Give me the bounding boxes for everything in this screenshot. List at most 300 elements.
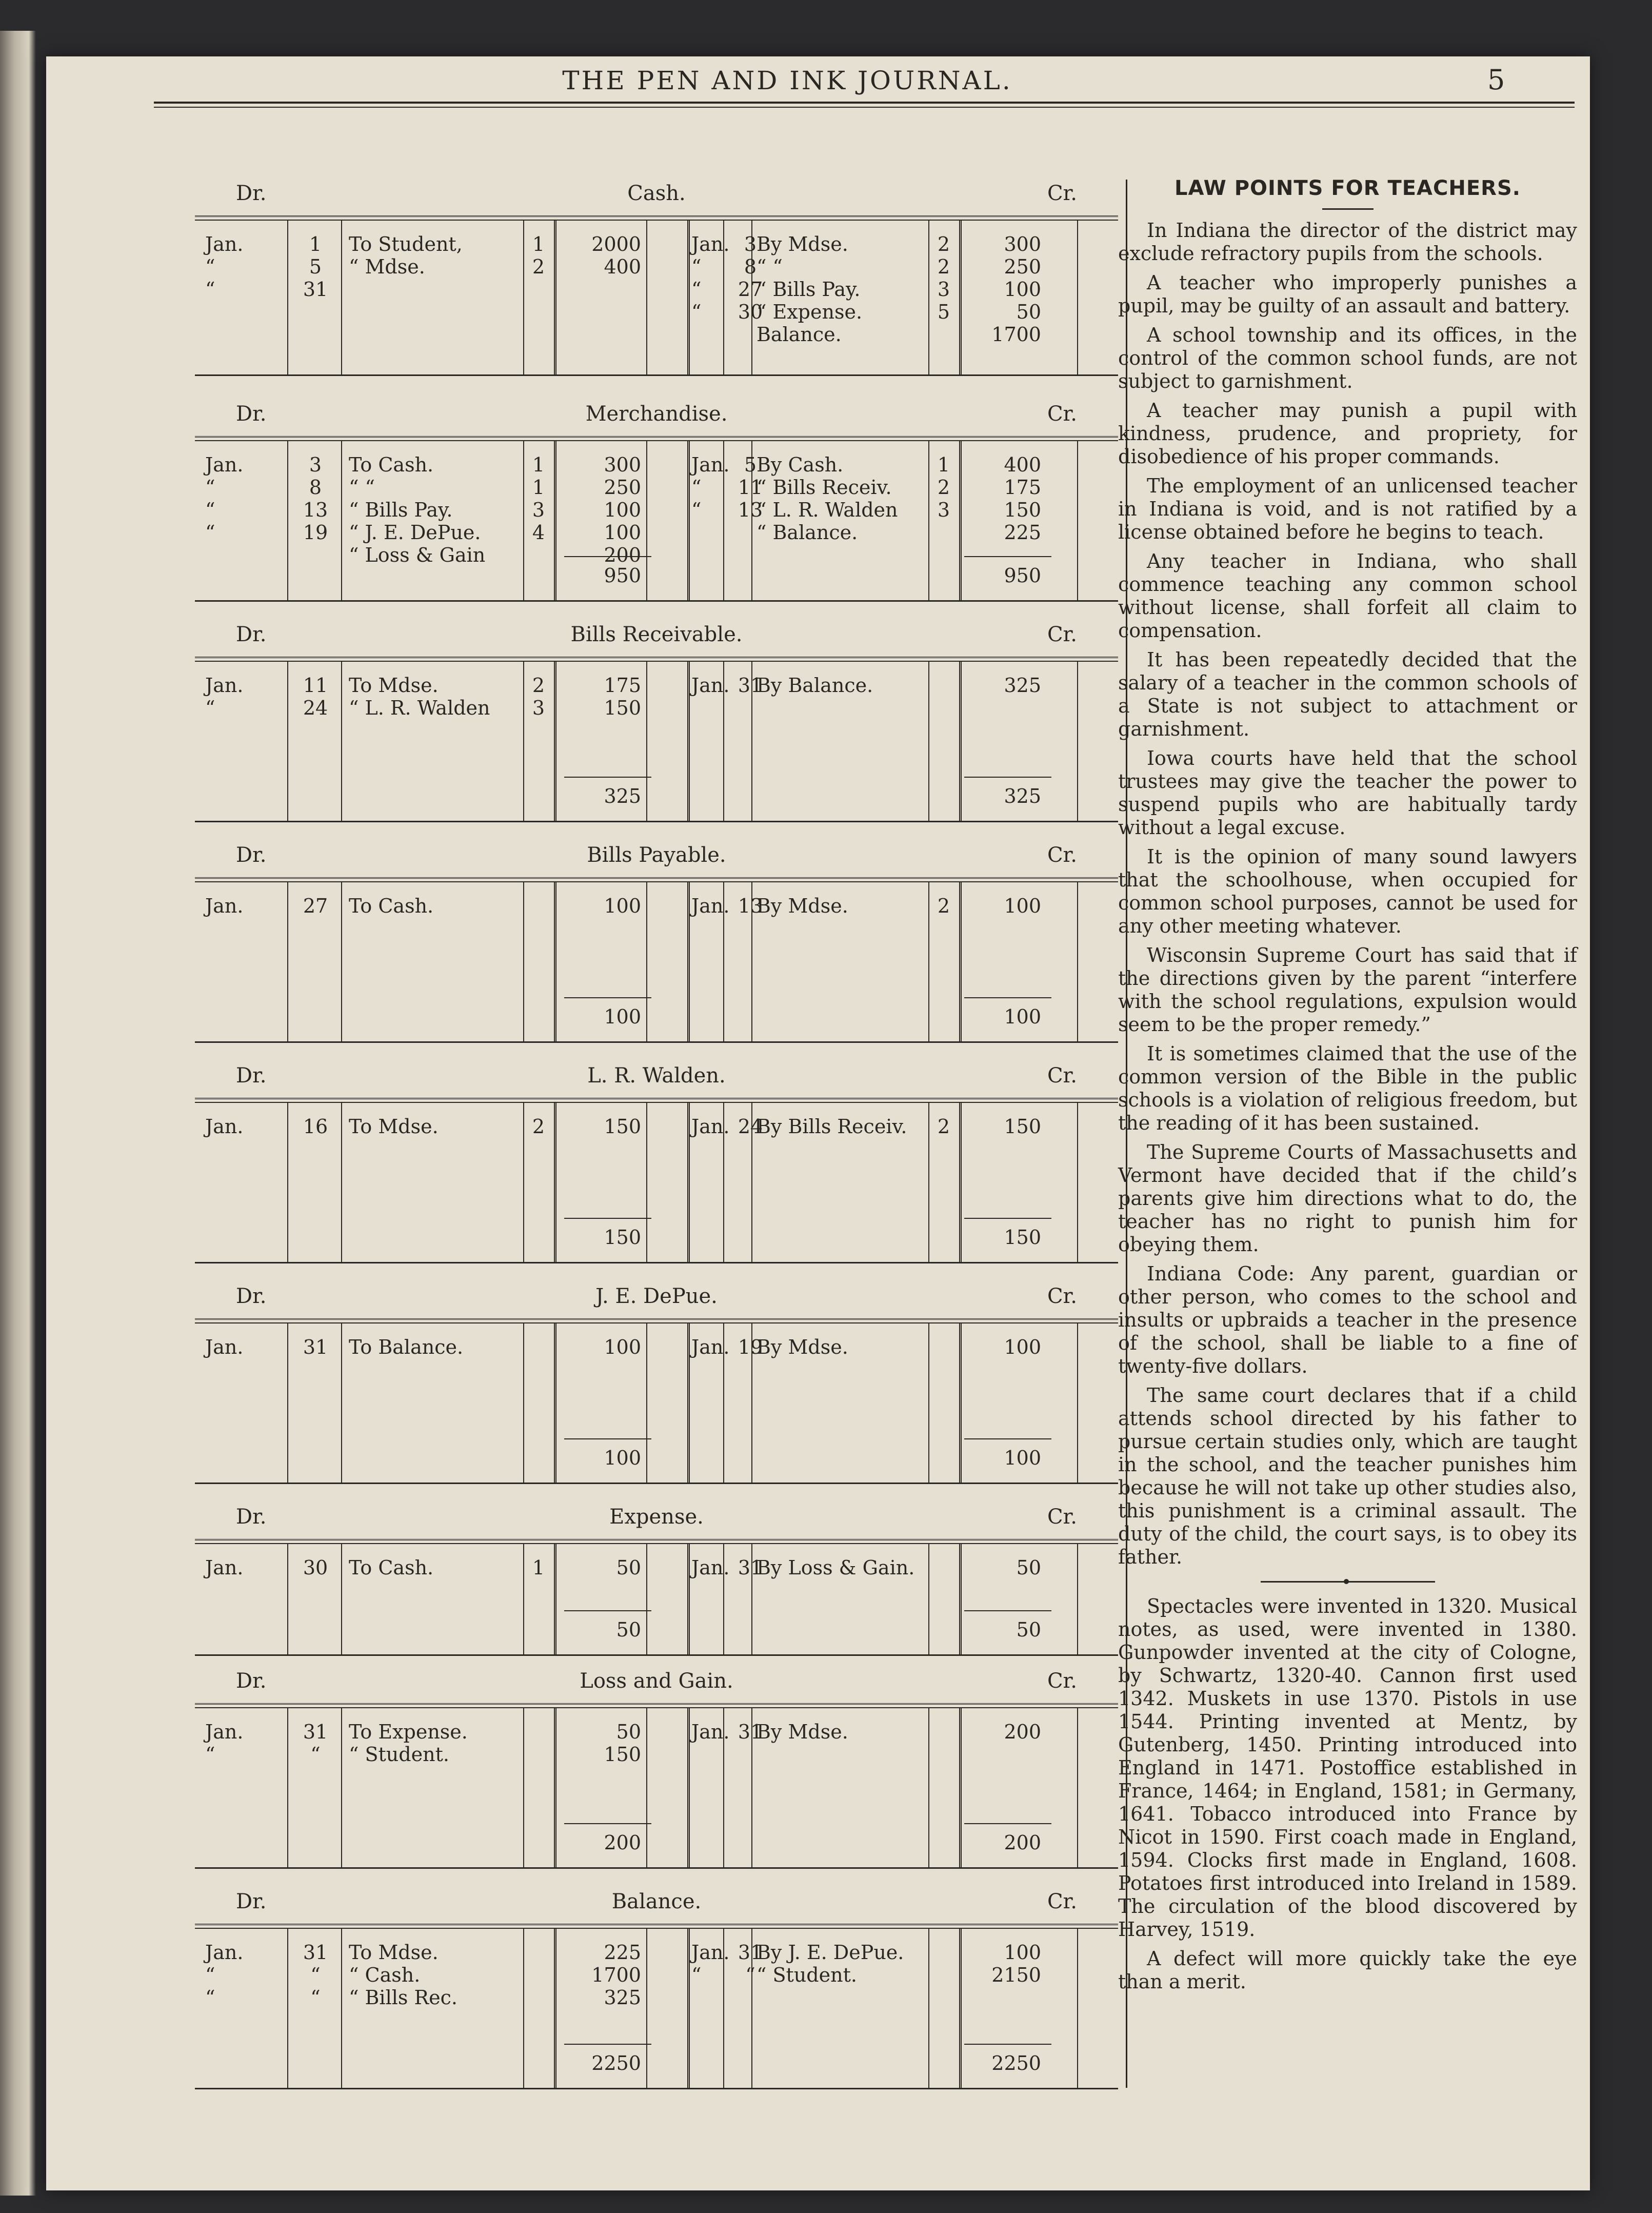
law-point-paragraph: It is the opinion of many sound lawyers that the schoolhouse, when occupied for common school purposes, cannot be used for any other meeting whatever. [1118,845,1577,937]
ledger-column-rule [1077,221,1078,374]
entry-amount: 150 [1004,1115,1041,1138]
account-total: 100 [604,1005,641,1028]
entry-month: Jan. [205,1115,244,1138]
ledger-column-rule [1077,662,1078,821]
account-total: 950 [1004,564,1041,587]
entry-description: By Mdse. [757,233,848,255]
entry-description: “ Mdse. [349,255,425,278]
entry-day: 31 [738,674,763,697]
debit-label: Dr. [236,402,267,426]
account-total: 325 [604,785,641,807]
ledger-column-rule [646,882,647,1041]
ledger-column-rule [959,441,962,600]
entry-month: “ [205,521,215,544]
credit-label: Cr. [1047,182,1077,205]
entry-folio: 2 [937,233,950,255]
entry-day: 31 [738,1556,763,1579]
entry-amount: 325 [604,1986,641,2009]
ledger-column-rule [554,1103,556,1262]
entry-day: 5 [744,453,757,476]
entry-amount: 400 [1004,453,1041,476]
entry-folio: 1 [937,453,950,476]
ledger-column-rule [959,662,962,821]
entry-amount: 300 [1004,233,1041,255]
law-point-paragraph: Any teacher in Indiana, who shall commence teaching any common school without license, shall forfeit all claim to compensation. [1118,550,1577,642]
total-rule [964,1438,1051,1439]
ledger-column-rule [959,1544,962,1654]
total-rule [964,1823,1051,1824]
entry-month: “ [205,1964,215,1986]
facts-paragraph: A defect will more quickly take the eye than a merit. [1118,1947,1577,1993]
entry-day: 1 [309,233,322,255]
account-total: 100 [1004,1005,1041,1028]
law-point-paragraph: It has been repeatedly decided that the salary of a teacher in the common schools of a State is not subject to attachment or garnishment. [1118,648,1577,740]
entry-day: 13 [738,895,763,917]
entry-amount: 200 [604,544,641,566]
account-body [195,661,1118,822]
ledger-column-rule [554,662,556,821]
entry-description: “ L. R. Walden [757,499,898,521]
entry-amount: 150 [1004,499,1041,521]
ledger-column-rule [646,662,647,821]
entry-month: Jan. [691,233,730,255]
account-total: 50 [1016,1618,1041,1641]
entry-day: 13 [738,499,763,521]
ledger-column-rule [523,1544,524,1654]
ledger-column-rule [287,1323,288,1483]
total-rule [964,1610,1051,1611]
ledger-column-rule [341,441,342,600]
account-body [195,1102,1118,1263]
ledger-column-rule [554,221,556,374]
entry-amount: 100 [1004,895,1041,917]
entry-month: Jan. [205,1336,244,1358]
ledger-column-rule [287,662,288,821]
ledger-column-rule [523,441,524,600]
account-header [195,1277,1118,1320]
entry-day: 31 [303,1721,328,1743]
ledger-column-rule [959,1708,962,1867]
account-header [195,1662,1118,1705]
account-title: Balance. [611,1890,702,1913]
ledger-column-rule [523,1708,524,1867]
ledger-column-rule [554,882,556,1041]
ledger-column-rule [687,662,690,821]
entry-description: “ “ [349,476,375,499]
ledger-column-rule [287,441,288,600]
entry-month: Jan. [205,1941,244,1964]
entry-folio: 2 [937,895,950,917]
law-point-paragraph: A school township and its offices, in the control of the common school funds, are not subject to garnishment. [1118,324,1577,392]
entry-folio: 2 [532,255,545,278]
entry-month: “ [691,499,702,521]
ledger-column-rule [554,1544,556,1654]
account-total: 150 [1004,1226,1041,1249]
entry-folio: 2 [532,1115,545,1138]
entry-day: 3 [309,453,322,476]
credit-label: Cr. [1047,1669,1077,1693]
entry-description: To Expense. [349,1721,468,1743]
entry-month: Jan. [205,233,244,255]
entry-amount: 400 [604,255,641,278]
entry-day: 19 [303,521,328,544]
entry-description: To Cash. [349,453,434,476]
ledger-column-rule [687,1708,690,1867]
ledger-column-rule [928,441,929,600]
entry-description: To Mdse. [349,674,439,697]
entry-day: 27 [303,895,328,917]
ledger-column-rule [554,1929,556,2088]
account-header [195,616,1118,658]
account-header [195,1883,1118,1925]
entry-description: “ Student. [349,1743,449,1766]
entry-day: 24 [738,1115,763,1138]
ledger-column-rule [687,1103,690,1262]
entry-amount: 50 [1016,1556,1041,1579]
entry-description: “ Loss & Gain [349,544,486,566]
ledger-column-rule [928,1323,929,1483]
total-rule [564,997,651,998]
ledger-column-rule [287,1544,288,1654]
ledger-column-rule [928,221,929,374]
total-rule [564,2044,651,2045]
ledger-column-rule [287,1103,288,1262]
ledger-column-rule [341,662,342,821]
entry-amount: 2000 [591,233,641,255]
account-title: L. R. Walden. [587,1064,726,1088]
total-rule [564,556,651,557]
entry-folio: 3 [532,499,545,521]
entry-description: To Balance. [349,1336,464,1358]
entry-description: By Loss & Gain. [757,1556,915,1579]
entry-description: By J. E. DePue. [757,1941,904,1964]
entry-month: Jan. [205,1556,244,1579]
entry-day: “ [310,1964,321,1986]
law-point-paragraph: Iowa courts have held that the school trustees may give the teacher the power to suspend pupils who are habitually tardy without a legal excuse. [1118,747,1577,839]
entry-amount: 100 [604,499,641,521]
entry-month: Jan. [691,1941,730,1964]
entry-month: “ [205,476,215,499]
entry-folio: 1 [532,453,545,476]
total-rule [564,1438,651,1439]
entry-amount: 250 [1004,255,1041,278]
entry-description: To Mdse. [349,1941,439,1964]
entry-day: 27 [738,278,763,301]
account-header [195,395,1118,438]
entry-day: 31 [738,1941,763,1964]
ledger-column-rule [928,1929,929,2088]
entry-day: 3 [744,233,757,255]
account-title: J. E. DePue. [595,1285,718,1308]
ledger-column-rule [523,882,524,1041]
entry-month: “ [691,1964,702,1986]
entry-folio: 3 [937,278,950,301]
entry-description: Balance. [757,323,842,346]
ledger-column-rule [646,1929,647,2088]
entry-month: Jan. [691,1115,730,1138]
entry-folio: 3 [532,697,545,719]
credit-label: Cr. [1047,843,1077,867]
ledger-column-rule [687,882,690,1041]
entry-day: 30 [738,301,763,323]
law-point-paragraph: It is sometimes claimed that the use of the common version of the Bible in the public schools is a violation of religious freedom, but the reading of it has been sustained. [1118,1042,1577,1134]
entry-description: By Mdse. [757,895,848,917]
account-title: Bills Receivable. [570,623,743,646]
debit-label: Dr. [236,1669,267,1693]
entry-description: “ Bills Receiv. [757,476,892,499]
entry-amount: 1700 [591,1964,641,1986]
ledger-column-rule [341,1544,342,1654]
credit-label: Cr. [1047,1064,1077,1088]
entry-folio: 2 [937,1115,950,1138]
entry-month: “ [205,499,215,521]
entry-folio: 3 [937,499,950,521]
total-rule [964,2044,1051,2045]
title-rule [1322,208,1374,210]
entry-amount: 300 [604,453,641,476]
entry-description: “ “ [757,255,783,278]
entry-month: “ [205,1986,215,2009]
entry-amount: 100 [604,895,641,917]
credit-label: Cr. [1047,623,1077,646]
entry-day: 31 [303,1336,328,1358]
entry-folio: 4 [532,521,545,544]
entry-amount: 100 [1004,278,1041,301]
running-head: THE PEN AND INK JOURNAL. [562,66,1012,95]
entry-month: “ [691,255,702,278]
total-rule [564,1218,651,1219]
entry-amount: 100 [604,1336,641,1358]
ledger-column-rule [959,1323,962,1483]
ledger-column-rule [1077,1708,1078,1867]
account-body [195,1707,1118,1869]
entry-amount: 175 [604,674,641,697]
ledger-column-rule [554,441,556,600]
entry-description: “ Expense. [757,301,863,323]
ledger-column-rule [1077,441,1078,600]
ledger-column-rule [523,662,524,821]
account-title: Loss and Gain. [580,1669,733,1693]
entry-day: 11 [738,476,763,499]
account-total: 100 [604,1447,641,1469]
ledger-column-rule [287,882,288,1041]
ledger-column-rule [341,1103,342,1262]
account-body [195,881,1118,1043]
ledger-column-rule [1077,1544,1078,1654]
ledger-column-rule [687,1323,690,1483]
entry-description: To Cash. [349,895,434,917]
ledger-column-rule [928,882,929,1041]
entry-folio: 2 [937,476,950,499]
ledger-column-rule [959,1929,962,2088]
entry-amount: 325 [1004,674,1041,697]
account-title: Cash. [627,182,686,205]
ledger-column-rule [928,1103,929,1262]
ledger-column-rule [1077,1103,1078,1262]
entry-day: 24 [303,697,328,719]
ledger-column-rule [523,1323,524,1483]
entry-amount: 250 [604,476,641,499]
law-points-title: LAW POINTS FOR TEACHERS. [1175,176,1521,200]
account-body [195,440,1118,602]
entry-day: 30 [303,1556,328,1579]
entry-month: “ [691,301,702,323]
law-points-column [1118,177,1577,2000]
debit-label: Dr. [236,1064,267,1088]
debit-label: Dr. [236,1285,267,1308]
ledger-column-rule [287,221,288,374]
entry-amount: 50 [616,1556,641,1579]
entry-amount: 175 [1004,476,1041,499]
page-number: 5 [1487,64,1505,96]
ledger-column-rule [523,1103,524,1262]
entry-day: “ [745,1964,755,1986]
entry-month: Jan. [205,895,244,917]
account-total: 150 [604,1226,641,1249]
ledger-column-rule [959,1103,962,1262]
entry-day: 5 [309,255,322,278]
ledger-column-rule [687,1929,690,2088]
ledger-column-rule [523,1929,524,2088]
entry-day: 13 [303,499,328,521]
account-body [195,1928,1118,2089]
law-point-paragraph: The same court declares that if a child attends school directed by his father to pursue certain studies only, which are taught in the school, and the teacher punishes him because he will not take up other studies also, this punishment is a criminal assault. The duty of the child, the court says, is to obey its father. [1118,1384,1577,1568]
entry-amount: 225 [1004,521,1041,544]
entry-month: Jan. [205,1721,244,1743]
entry-month: “ [691,278,702,301]
debit-label: Dr. [236,182,267,205]
entry-folio: 5 [937,301,950,323]
facts-paragraph: Spectacles were invented in 1320. Musical notes, as used, were invented in 1380. Gunpowder invented at the city of Cologne, by Schwartz, 1320-40. Cannon first used 1342. Muskets in use 1370. Pistols in use 1544. Printing invented at Mentz, by Gutenberg, 1450. Printing introduced into England in 1471. Postoffice established in France, 1464; in England, 1581; in Germany, 1641. Tobacco introduced into France by Nicot in 1590. First coach made in England, 1594. Clocks first made in England, 1608. Potatoes first introduced into Ireland in 1589. The circulation of the blood discovered by Harvey, 1519. [1118,1595,1577,1941]
entry-amount: 100 [1004,1941,1041,1964]
entry-description: By Balance. [757,674,873,697]
entry-month: Jan. [691,674,730,697]
total-rule [564,1610,651,1611]
debit-label: Dr. [236,1505,267,1529]
entry-description: “ Student. [757,1964,857,1986]
law-point-paragraph: Wisconsin Supreme Court has said that if the directions given by the parent “interfere with the school regulations, expulsion would seem to be the proper remedy.” [1118,944,1577,1036]
entry-amount: 150 [604,1115,641,1138]
account-title: Expense. [609,1505,704,1529]
entry-amount: 1700 [991,323,1041,346]
entry-day: 11 [303,674,328,697]
entry-amount: 100 [604,521,641,544]
ledger-column-rule [687,1544,690,1654]
entry-month: “ [205,1743,215,1766]
account-total: 200 [604,1831,641,1854]
law-point-paragraph: A teacher who improperly punishes a pupil, may be guilty of an assault and battery. [1118,271,1577,317]
account-body [195,1543,1118,1656]
debit-label: Dr. [236,1890,267,1913]
credit-label: Cr. [1047,402,1077,426]
entry-description: “ Bills Rec. [349,1986,457,2009]
entry-folio: 2 [532,674,545,697]
law-point-paragraph: The Supreme Courts of Massachusetts and Vermont have decided that if the child’s parents give him directions what to do, the teacher has no right to punish him for obeying them. [1118,1141,1577,1256]
entry-amount: 150 [604,697,641,719]
entry-month: Jan. [205,453,244,476]
ledger-column-rule [341,1929,342,2088]
entry-description: “ Cash. [349,1964,421,1986]
entry-day: “ [310,1743,321,1766]
debit-label: Dr. [236,623,267,646]
account-total: 50 [616,1618,641,1641]
credit-label: Cr. [1047,1890,1077,1913]
credit-label: Cr. [1047,1285,1077,1308]
ledger-column-rule [554,1323,556,1483]
entry-day: 19 [738,1336,763,1358]
account-total: 325 [1004,785,1041,807]
ledger-column-rule [341,1323,342,1483]
account-total: 200 [1004,1831,1041,1854]
section-separator [1261,1581,1435,1583]
header-rule [154,102,1575,108]
ledger-column-rule [287,1929,288,2088]
entry-amount: 225 [604,1941,641,1964]
ledger-column-rule [1077,1929,1078,2088]
law-point-paragraph: Indiana Code: Any parent, guardian or other person, who comes to the school and insults or upbraids a teacher in the presence of the school, shall be liable to a fine of twenty-five dollars. [1118,1262,1577,1377]
entry-description: “ Bills Pay. [349,499,453,521]
ledger-column-rule [646,1323,647,1483]
entry-day: 8 [744,255,757,278]
entry-folio: 1 [532,476,545,499]
law-point-paragraph: A teacher may punish a pupil with kindness, prudence, and propriety, for disobedience of his proper commands. [1118,399,1577,468]
law-point-paragraph: In Indiana the director of the district may exclude refractory pupils from the schools. [1118,219,1577,265]
total-rule [564,777,651,778]
account-total: 2250 [991,2052,1041,2074]
entry-month: Jan. [691,1336,730,1358]
ledger-column-rule [646,1708,647,1867]
law-point-paragraph: The employment of an unlicensed teacher in Indiana is void, and is not ratified by a license obtained before he begins to teach. [1118,475,1577,543]
entry-description: By Mdse. [757,1336,848,1358]
ledger-column-rule [687,221,690,374]
total-rule [964,777,1051,778]
entry-month: Jan. [691,1721,730,1743]
account-body [195,1322,1118,1484]
entry-folio: 1 [532,1556,545,1579]
ledger-column-rule [287,1708,288,1867]
entry-month: “ [691,476,702,499]
entry-day: 16 [303,1115,328,1138]
entry-description: By Cash. [757,453,844,476]
debit-label: Dr. [236,843,267,867]
book-spine [0,31,36,2196]
account-total: 100 [1004,1447,1041,1469]
entry-amount: 2150 [991,1964,1041,1986]
entry-month: Jan. [691,895,730,917]
ledger-column-rule [1077,882,1078,1041]
entry-day: “ [310,1986,321,2009]
ledger-column-rule [341,882,342,1041]
entry-day: 8 [309,476,322,499]
ledger-column-rule [959,221,962,374]
entry-amount: 50 [1016,301,1041,323]
entry-month: “ [205,255,215,278]
account-title: Bills Payable. [587,843,726,867]
account-total: 2250 [591,2052,641,2074]
account-header [195,1057,1118,1099]
ledger-column-rule [928,1544,929,1654]
ledger-column-rule [646,1544,647,1654]
entry-day: 31 [738,1721,763,1743]
entry-description: To Mdse. [349,1115,439,1138]
ledger-column-rule [646,1103,647,1262]
entry-day: 31 [303,278,328,301]
entry-month: Jan. [691,453,730,476]
entry-month: “ [205,278,215,301]
ledger-column-rule [687,441,690,600]
entry-day: 31 [303,1941,328,1964]
entry-description: By Mdse. [757,1721,848,1743]
